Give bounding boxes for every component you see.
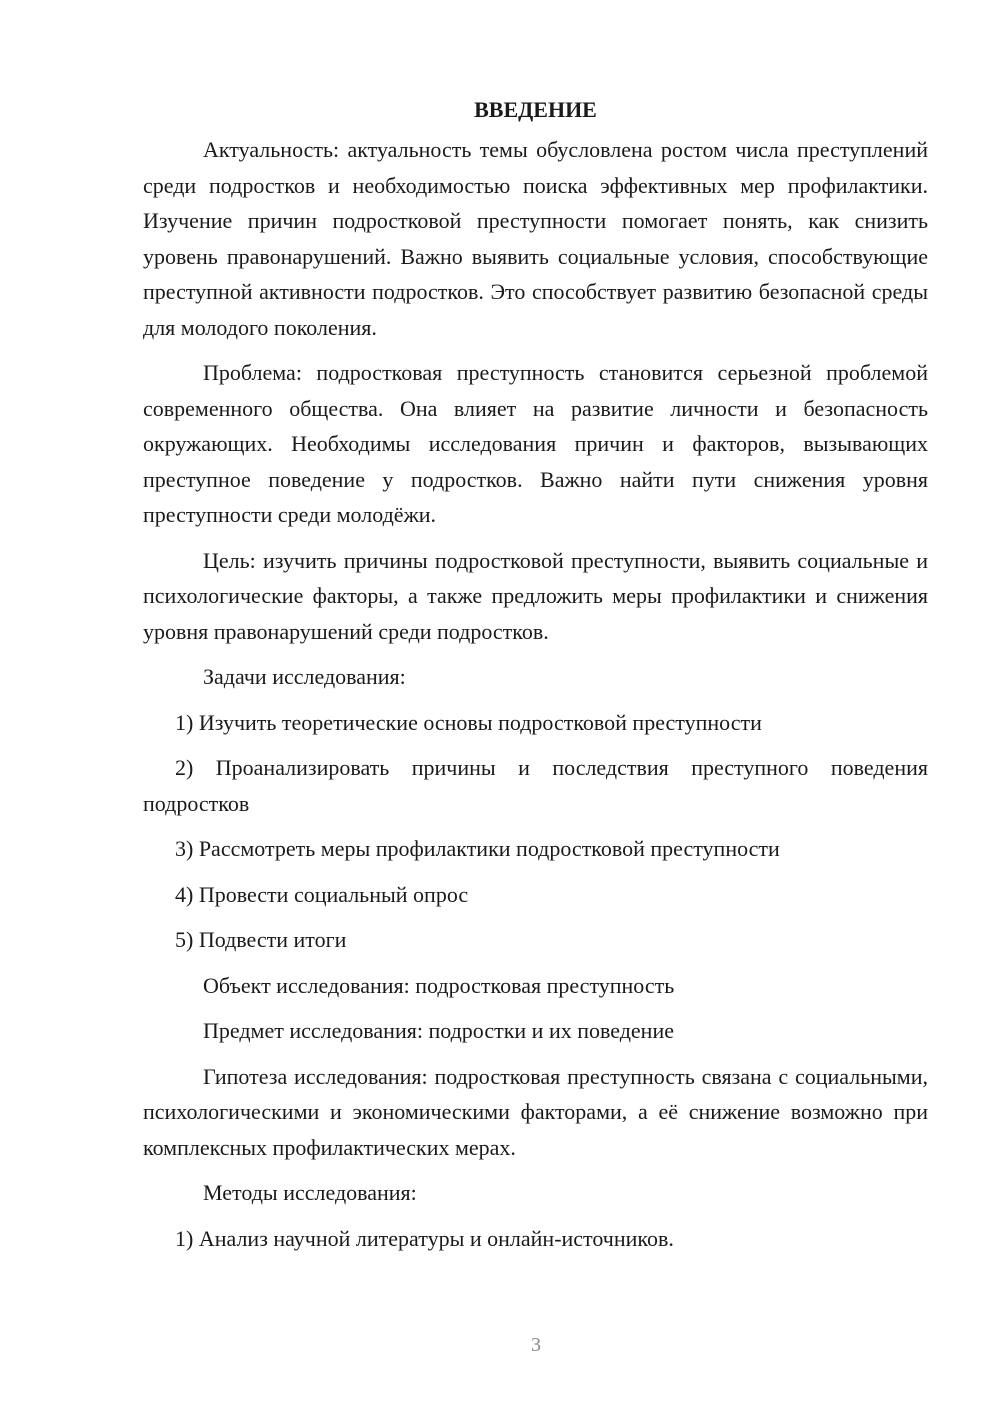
task-item: 4) Провести социальный опрос — [175, 881, 469, 907]
tasks-heading: Задачи исследования: — [203, 664, 406, 689]
problem-paragraph: Проблема: подростковая преступность становится серьезной проблемой современного общества. Она влияет на развитие личности и безопасность окружающих. Необходимы исследования причин и факторов, вызывающих преступное поведение у подростков. Важно найти пути снижения уровня преступности среди молодёжи. — [143, 360, 928, 527]
task-item: 1) Изучить теоретические основы подростковой преступности — [175, 709, 762, 735]
methods-heading: Методы исследования: — [203, 1180, 417, 1205]
task-item: 2) Проанализировать причины и последствия преступного поведения подростков — [143, 755, 928, 816]
research-object: Объект исследования: подростковая преступность — [203, 972, 675, 998]
research-subject: Предмет исследования: подростки и их поведение — [203, 1018, 674, 1043]
page-number: 3 — [531, 1334, 541, 1356]
method-item: 1) Анализ научной литературы и онлайн-источников. — [175, 1225, 674, 1251]
document-page — [143, 92, 928, 1266]
task-item: 3) Рассмотреть меры профилактики подростковой преступности — [175, 836, 780, 861]
goal-paragraph: Цель: изучить причины подростковой преступности, выявить социальные и психологические факторы, а также предложить меры профилактики и снижения уровня правонарушений среди подростков. — [143, 547, 928, 644]
task-item: 5) Подвести итоги — [175, 927, 347, 952]
relevance-paragraph: Актуальность: актуальность темы обусловлена ростом числа преступлений среди подростков и необходимостью поиска эффективных мер профилактики. Изучение причин подростковой преступности помогает понять, как снизить уровень правонарушений. Важно выявить социальные условия, способствующие преступной активности подростков. Это способствует развитию безопасной среды для молодого поколения. — [143, 137, 928, 340]
hypothesis-paragraph: Гипотеза исследования: подростковая преступность связана с социальными, психологическими и экономическими факторами, а её снижение возможно при комплексных профилактических мерах. — [143, 1063, 928, 1160]
page-title: ВВЕДЕНИЕ — [474, 97, 597, 122]
